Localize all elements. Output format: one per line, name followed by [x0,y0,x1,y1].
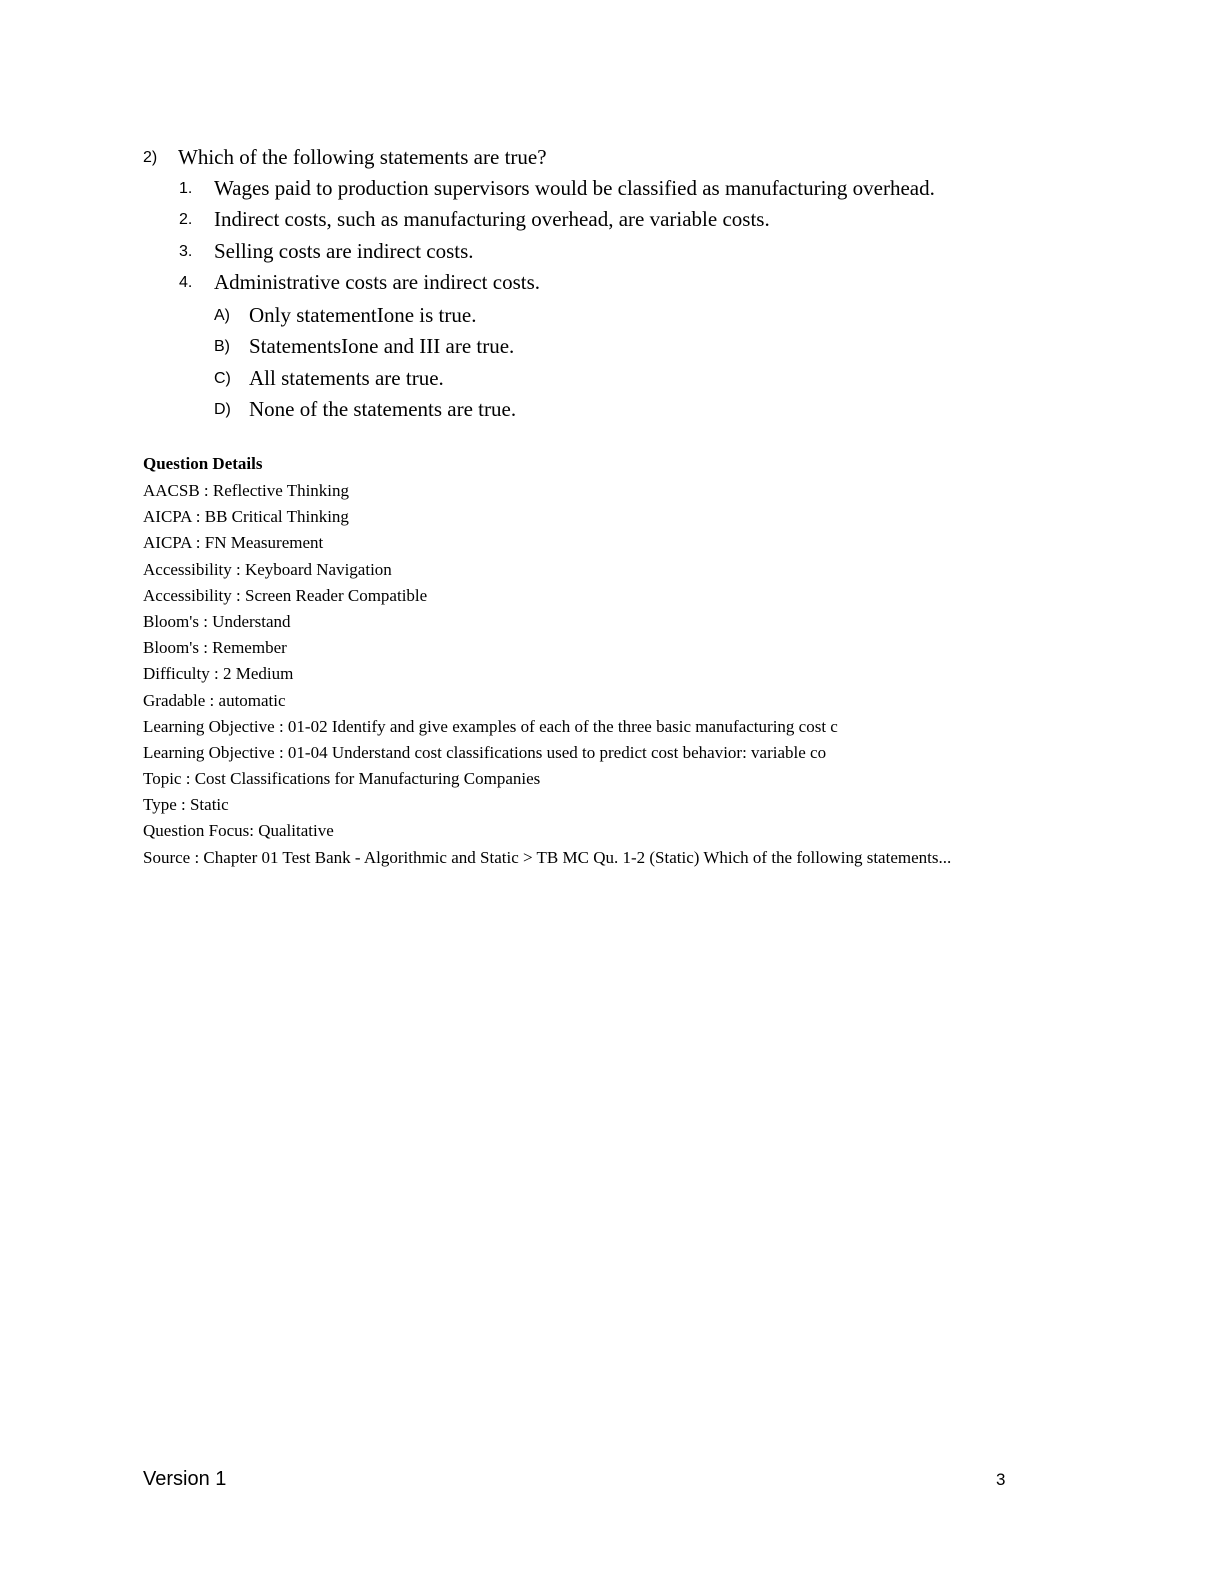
statement-marker: 3. [179,243,193,260]
option-marker: A) [214,307,230,324]
detail-row: AICPA : BB Critical Thinking [143,507,349,527]
detail-row: Learning Objective : 01-04 Understand cost classifications used to predict cost behavior: variable co [143,742,827,762]
statement-marker: 2. [179,211,193,228]
detail-row: Bloom's : Understand [143,611,291,631]
detail-row: Bloom's : Remember [143,638,287,658]
statement-text: Selling costs are indirect costs. [214,239,474,263]
option-marker: D) [214,401,231,418]
detail-row: Question Focus: Qualitative [143,821,334,841]
question-stem: Which of the following statements are true? [178,145,547,169]
option-text: None of the statements are true. [249,397,517,421]
question-details [143,452,1013,871]
detail-row: Topic : Cost Classifications for Manufacturing Companies [143,769,541,789]
footer-version: Version 1 [143,1468,227,1490]
detail-row: AACSB : Reflective Thinking [143,481,350,500]
footer-page-number: 3 [996,1470,1006,1489]
details-heading: Question Details [143,454,263,473]
question-number: 2) [143,149,158,166]
option-text: Only statementIone is true. [249,303,477,327]
detail-source: Source : Chapter 01 Test Bank - Algorithmic and Static > TB MC Qu. 1-2 (Static) Which of the following statements... [143,847,952,867]
statement-text: Wages paid to production supervisors would be classified as manufacturing overhead. [214,176,935,200]
statement-marker: 1. [179,180,193,197]
option-marker: B) [214,338,230,355]
detail-row: Accessibility : Keyboard Navigation [143,559,392,579]
detail-row: Gradable : automatic [143,690,286,710]
option-text: All statements are true. [249,366,444,390]
detail-row: Learning Objective : 01-02 Identify and give examples of each of the three basic manufacturing cost c [143,716,838,736]
detail-row: AICPA : FN Measurement [143,533,324,553]
statement-text: Administrative costs are indirect costs. [214,270,541,294]
statement-text: Indirect costs, such as manufacturing overhead, are variable costs. [214,207,770,231]
detail-row: Type : Static [143,795,229,815]
option-marker: C) [214,370,231,387]
option-text: StatementsIone and III are true. [249,334,515,358]
statement-marker: 4. [179,274,193,291]
detail-row: Accessibility : Screen Reader Compatible [143,585,428,605]
detail-row: Difficulty : 2 Medium [143,664,294,684]
